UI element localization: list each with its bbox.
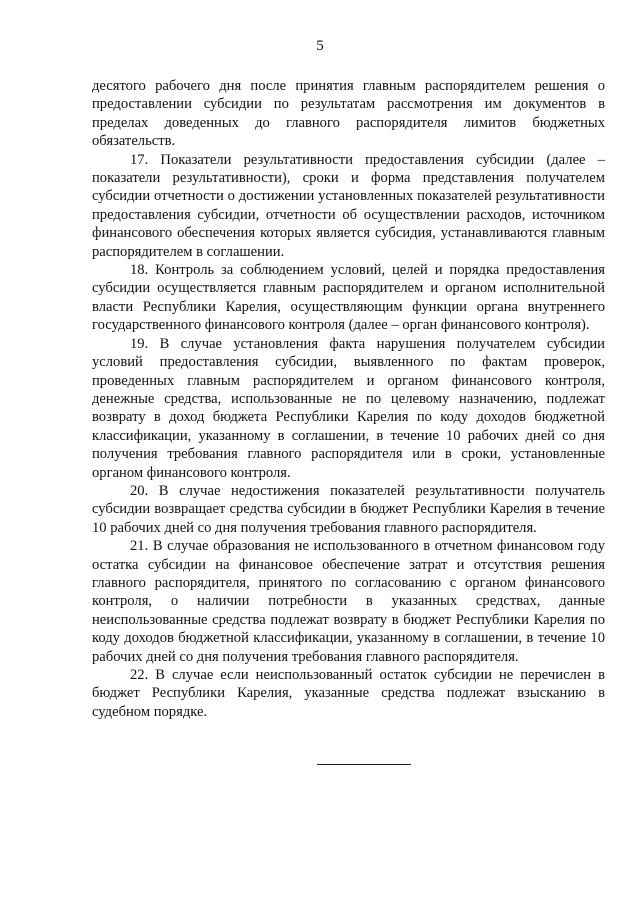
end-divider-line (317, 764, 411, 765)
paragraph-20: 20. В случае недостижения показателей результативности получатель субсидии возвращает средства субсидии в бюджет Республики Карелия в течение 10 рабочих дней со дня получения требования главного распорядителя. (92, 482, 605, 536)
paragraph-21: 21. В случае образования не использованного в отчетном финансовом году остатка субсидии на финансовое обеспечение затрат и отсутствия решения главного распорядителя, принятого по согласованию с органом финансового контроля, о наличии потребности в указанных средствах, данные неиспользованные средства подлежат возврату в бюджет Республики Карелия по коду доходов бюджетной классификации, указанному в соглашении, в течение 10 рабочих дней со дня получения требования главного распорядителя. (92, 538, 605, 665)
document-body (92, 77, 605, 721)
paragraph-18: 18. Контроль за соблюдением условий, целей и порядка предоставления субсидии осуществляется главным распорядителем и органом исполнительной власти Республики Карелия, осуществляющим функции органа внутреннего государственного финансового контроля (далее – орган финансового контроля). (92, 262, 605, 334)
paragraph-19: 19. В случае установления факта нарушения получателем субсидии условий предоставления субсидии, выявленного по фактам проверок, проведенных главным распорядителем и органом финансового контроля, денежные средства, использованные не по целевому назначению, подлежат возврату в доход бюджета Республики Карелия по коду доходов бюджетной классификации, указанному в соглашении, в течение 10 рабочих дней со дня получения требования главного распорядителя или в сроки, установленные органом финансового контроля. (92, 335, 605, 481)
paragraph-22: 22. В случае если неиспользованный остаток субсидии не перечислен в бюджет Республики Карелия, указанные средства подлежат взысканию в судебном порядке. (92, 667, 605, 720)
page-number: 5 (316, 38, 324, 54)
paragraph-17: 17. Показатели результативности предоставления субсидии (далее – показатели результативности), сроки и форма представления получателем субсидии отчетности о достижении установленных показателей результативности предоставления субсидии, отчетности об осуществлении расходов, источником финансового обеспечения которых является субсидия, устанавливаются главным распорядителем в соглашении. (92, 151, 605, 260)
paragraph-continuation: десятого рабочего дня после принятия главным распорядителем решения о предоставлении субсидии по результатам рассмотрения им документов в пределах доведенных до главного распорядителя лимитов бюджетных обязательств. (92, 78, 605, 150)
